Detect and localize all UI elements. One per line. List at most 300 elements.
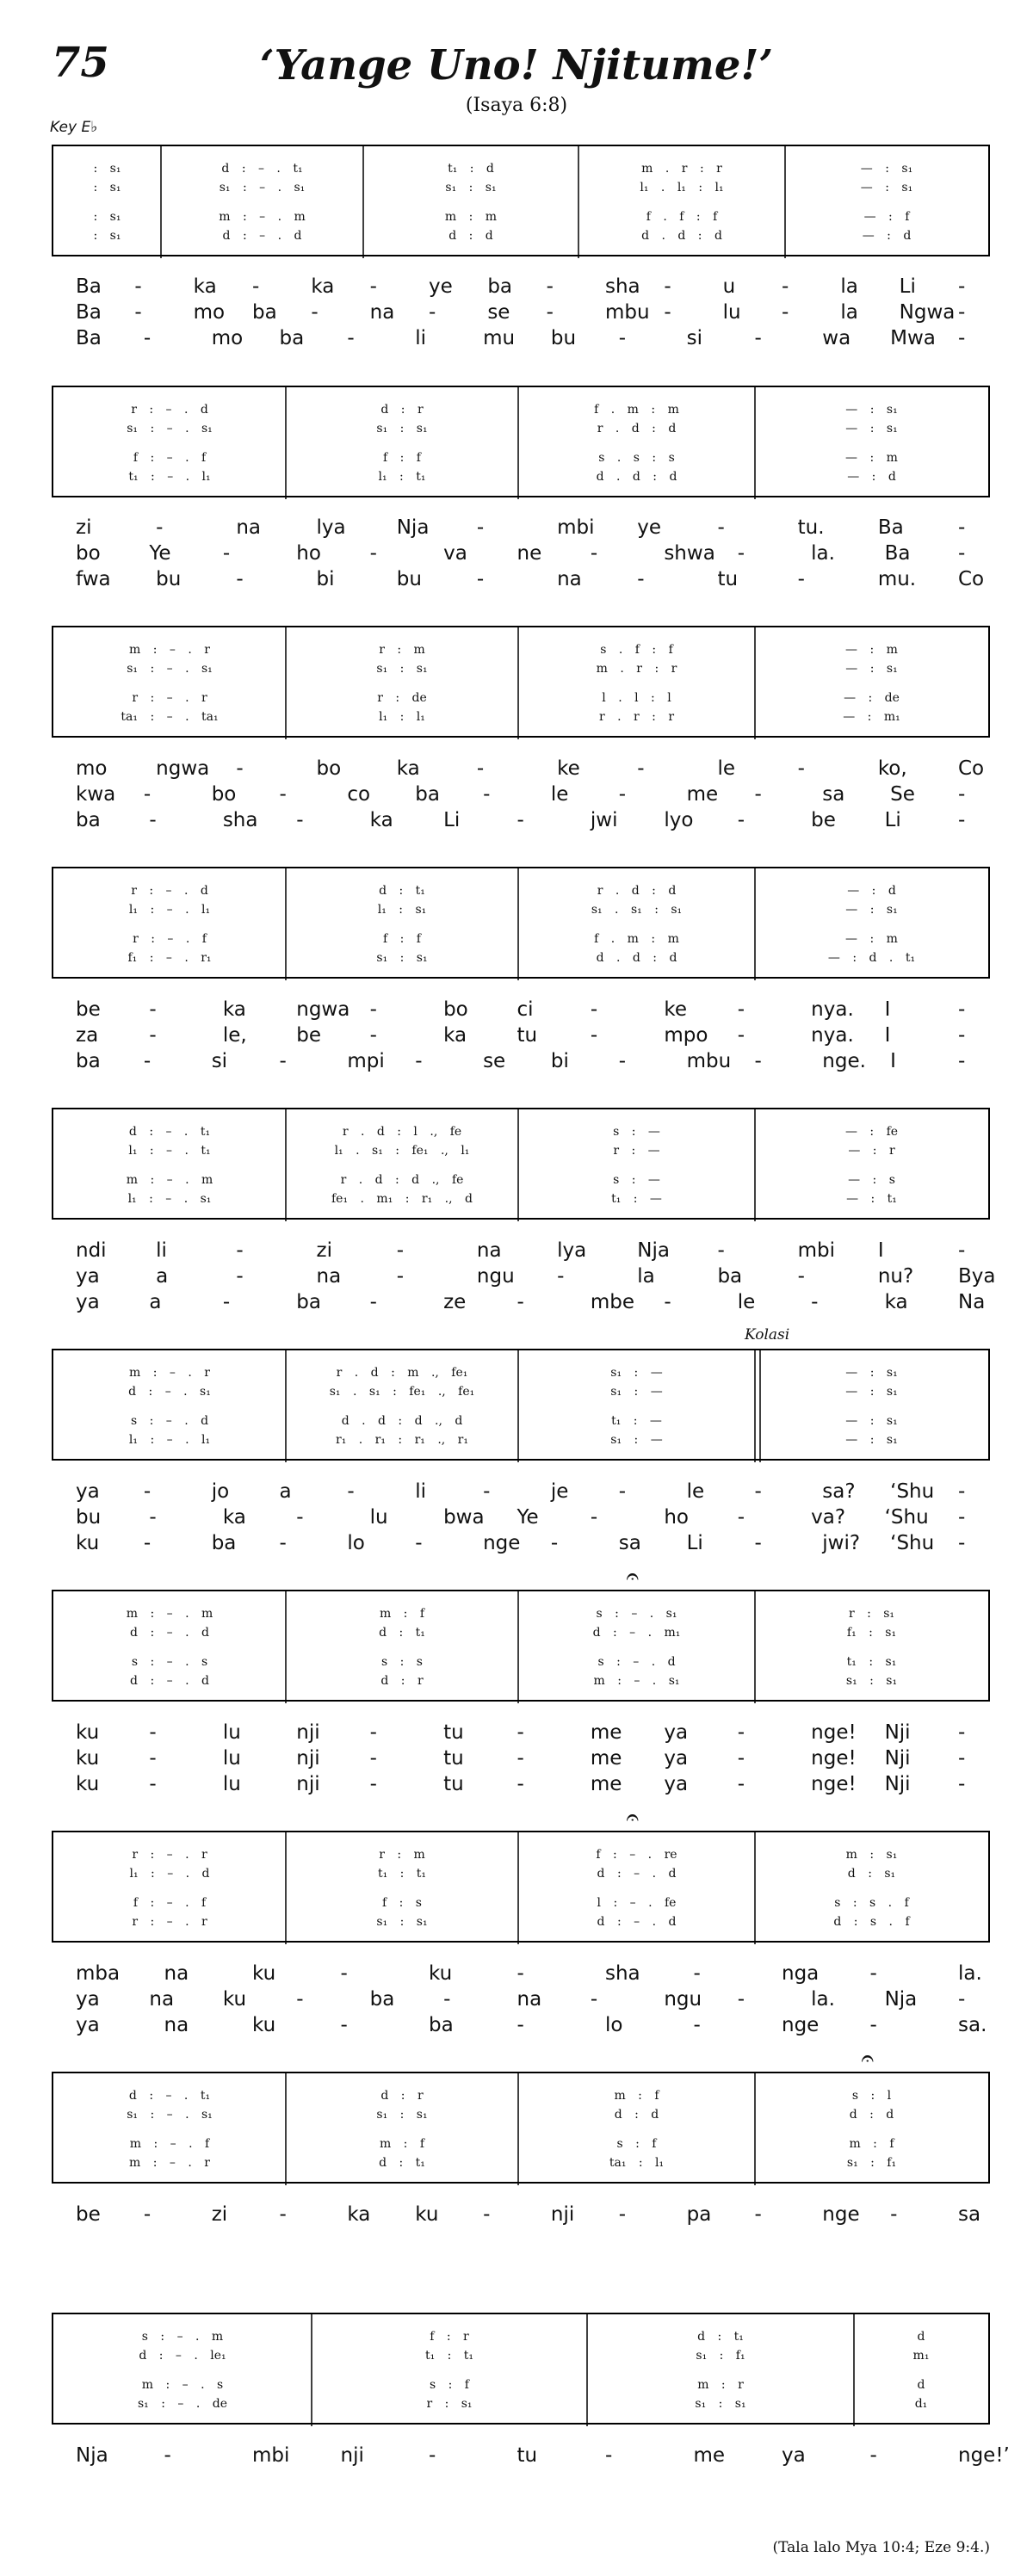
lyric-syllable: le, [222,1024,247,1047]
lyric-syllable: ke [664,998,687,1021]
solfa-cell: r . d : d ., fe [340,1173,464,1187]
solfa-cell: s : – . s [131,1655,208,1669]
lyric-syllable: tu [443,1747,464,1770]
solfa-cell: d [917,2330,925,2344]
lyric-syllable: - [958,1747,966,1770]
lyric-syllable: Ba [877,516,904,539]
lyric-syllable: ya [782,2444,806,2467]
music-system [52,2072,990,2184]
lyric-syllable: I [884,998,891,1021]
lyric-syllable: - [483,2203,491,2226]
lyric-syllable: ba [76,809,101,831]
lyric-syllable: - [958,1721,966,1744]
kolasi-label: Kolasi [745,1326,790,1344]
lyric-syllable: na [316,1265,342,1288]
lyric-syllable: - [958,809,966,831]
solfa-cell: s₁ : s₁ [376,2108,428,2122]
lyric-syllable: - [143,2203,152,2226]
lyric-syllable: - [869,2444,877,2467]
lyric-syllable: tu [443,1773,464,1795]
solfa-cell: m : – . s₁ [593,1674,680,1688]
lyric-syllable: mpo [664,1024,708,1047]
solfa-cell: d : t₁ [379,1626,425,1640]
lyric-syllable: ya [76,2014,100,2036]
lyric-syllable: - [415,1050,423,1072]
lyric-syllable: ka [396,757,420,780]
lyric-syllable: - [737,1506,745,1529]
lyric-syllable: - [693,2014,701,2036]
lyric-syllable: na [476,1239,502,1262]
lyric-syllable: - [252,275,260,298]
lyric-syllable: ke [557,757,580,780]
lyric-syllable: Li [686,1532,703,1554]
solfa-cell: d : t₁ [379,2156,425,2170]
lyric-syllable: - [618,1050,627,1072]
solfa-cell: r : – . f [133,932,207,946]
solfa-cell: s . s : s [598,451,675,465]
lyric-syllable: bwa [443,1506,485,1529]
lyric-syllable: ba [279,327,305,349]
solfa-cell: t₁ : d [448,162,494,176]
lyric-syllable: - [958,1050,966,1072]
lyric-syllable: ba [415,783,440,806]
lyric-syllable: - [369,1773,377,1795]
fermata-icon: 𝄐 [861,2046,874,2072]
lyric-syllable: mu. [877,568,917,590]
lyric-syllable: mu [483,327,516,349]
lyric-syllable: ngu [476,1265,515,1288]
lyric-syllable: - [516,1747,524,1770]
lyric-syllable: la. [811,1988,835,2011]
lyric-syllable: - [890,2203,898,2226]
lyric-syllable: sha [605,1962,640,1985]
lyric-syllable: - [369,1024,377,1047]
lyric-syllable: ku [252,2014,276,2036]
solfa-cell: m : f [849,2137,894,2151]
lyric-syllable: ba [296,1291,321,1313]
lyric-syllable: me [590,1721,622,1744]
solfa-cell: — : f [863,210,910,224]
solfa-cell: f : – . f [133,1896,207,1910]
lyric-syllable: - [369,1291,377,1313]
lyric-syllable: ku [429,1962,453,1985]
lyric-syllable: lu [222,1773,241,1795]
lyric-syllable: ku [222,1988,247,2011]
solfa-cell: t₁ : – . l₁ [128,470,211,484]
lyric-syllable: - [143,1532,152,1554]
lyric-syllable: le [717,757,735,780]
lyric-syllable: - [590,998,598,1021]
lyric-syllable: bu [396,568,422,590]
lyric-syllable: Nja [76,2444,108,2467]
lyric-syllable: - [754,1532,762,1554]
lyric-syllable: - [546,275,554,298]
lyric-syllable: - [279,1532,287,1554]
solfa-cell: — : m [845,451,898,465]
lyric-syllable: Na [958,1291,986,1313]
lyric-syllable: - [754,1480,762,1503]
lyric-syllable: - [369,542,377,565]
hymn-number: 75 [52,39,109,87]
lyric-syllable: - [415,1532,423,1554]
lyric-syllable: na [164,1962,189,1985]
lyric-syllable: - [296,809,304,831]
solfa-cell: d : r [380,2089,424,2103]
lyric-syllable: ba [252,301,277,324]
lyric-syllable: - [149,809,157,831]
solfa-cell: f : r [430,2330,469,2344]
lyric-syllable: me [590,1773,622,1795]
solfa-cell: m : – . r [129,643,210,657]
solfa-cell: d : r [380,403,424,417]
lyric-syllable: mba [76,1962,121,1985]
solfa-cell: m : r [697,2378,744,2392]
lyric-syllable: nji [296,1747,320,1770]
solfa-cell: — : s₁ [845,1414,898,1428]
music-system [52,1831,990,1943]
solfa-cell: f₁ : s₁ [846,1626,897,1640]
lyric-syllable: be [76,2203,101,2226]
lyric-syllable: Co [958,757,985,780]
solfa-cell: s : — [613,1173,660,1187]
lyric-syllable: nya. [811,998,854,1021]
solfa-cell: f : – . re [596,1848,677,1862]
solfa-cell: s₁ : — [610,1385,663,1399]
lyric-syllable: si [211,1050,228,1072]
solfa-cell: s : – . s₁ [596,1607,677,1621]
lyric-syllable: - [222,1291,231,1313]
solfa-cell: l₁ . s₁ : fe₁ ., l₁ [334,1144,470,1158]
footer-reference: (Tala lalo Mya 10:4; Eze 9:4.) [772,2539,990,2556]
lyric-syllable: me [693,2444,726,2467]
lyric-syllable: - [637,757,645,780]
lyric-syllable: sa [958,2203,981,2226]
solfa-cell: l₁ : s₁ [377,903,427,917]
lyric-syllable: jwi [590,809,618,831]
lyric-syllable: - [340,1962,348,1985]
lyric-syllable: bi [550,1050,569,1072]
lyric-syllable: nji [296,1773,320,1795]
lyric-syllable: se [483,1050,506,1072]
lyric-syllable: - [149,1506,157,1529]
lyric-syllable: - [149,998,157,1021]
lyric-syllable: na [149,1988,175,2011]
lyric-syllable: co [347,783,371,806]
lyric-syllable: mbi [557,516,595,539]
lyric-syllable: lu [222,1721,241,1744]
lyric-syllable: Co [958,568,985,590]
solfa-cell: l₁ : t₁ [378,470,426,484]
lyric-syllable: Li [884,809,901,831]
lyric-syllable: ya [76,1480,100,1503]
solfa-cell: f . f : f [646,210,718,224]
solfa-cell: — : s₁ [860,162,913,176]
lyric-syllable: Ba [884,542,911,565]
lyric-syllable: - [590,1988,598,2011]
solfa-cell: s₁ : – . s₁ [127,2108,213,2122]
solfa-cell: d : – . d [130,1626,209,1640]
lyric-syllable: - [958,1239,966,1262]
lyric-syllable: ya [664,1747,689,1770]
lyric-syllable: Nji [884,1721,911,1744]
solfa-cell: m : m [444,210,498,224]
lyric-syllable: li [415,1480,426,1503]
lyric-syllable: - [557,1265,565,1288]
lyric-syllable: - [369,1721,377,1744]
solfa-cell: s₁ : — [610,1366,663,1380]
lyric-syllable: sa [822,783,845,806]
lyric-syllable: tu [443,1721,464,1744]
lyric-syllable: ngwa [296,998,350,1021]
music-system [52,1349,990,1461]
solfa-cell: d : – . d [222,229,302,243]
solfa-cell: — : t₁ [846,1192,897,1206]
lyric-syllable: - [958,301,966,324]
lyric-syllable: nji [550,2203,575,2226]
solfa-cell: s₁ : s₁ [695,2397,746,2411]
lyric-syllable: nge [782,2014,820,2036]
lyric-syllable: ‘Shu [890,1480,935,1503]
lyric-syllable: ba [487,275,513,298]
lyric-syllable: nga [782,1962,820,1985]
solfa-cell: f : – . f [133,451,207,465]
solfa-cell: r : – . d [131,403,208,417]
lyric-syllable: fwa [76,568,111,590]
solfa-cell: — : s₁ [845,403,898,417]
lyric-syllable: - [483,1480,491,1503]
lyric-syllable: nge! [811,1721,857,1744]
lyric-syllable: - [143,1480,152,1503]
lyric-syllable: ka [193,275,217,298]
solfa-cell: l₁ : – . d [129,1867,210,1881]
solfa-cell: r : m [379,1848,425,1862]
lyric-syllable: Ba [76,275,102,298]
lyric-syllable: va [443,542,467,565]
solfa-cell: — : s₁ [845,903,898,917]
solfa-cell: r . d : m ., fe₁ [336,1366,468,1380]
solfa-cell: l₁ : l₁ [379,710,425,724]
lyric-syllable: Nja [396,516,430,539]
lyric-syllable: tu [717,568,739,590]
solfa-cell: r : – . r [132,1915,207,1929]
solfa-cell: d : t₁ [379,884,425,898]
solfa-cell: — : m [845,643,898,657]
lyric-syllable: ye [637,516,662,539]
solfa-cell: — : s₁ [860,181,913,195]
lyric-syllable: - [143,783,152,806]
lyric-syllable: lu [369,1506,388,1529]
lyric-syllable: - [347,327,355,349]
lyric-syllable: shwa [664,542,715,565]
lyric-syllable: - [279,1050,287,1072]
lyric-syllable: mbe [590,1291,635,1313]
solfa-cell: l₁ . l₁ : l₁ [640,181,724,195]
lyric-syllable: na [236,516,262,539]
solfa-cell: : s₁ [93,229,121,243]
lyric-syllable: Mwa [890,327,936,349]
lyric-syllable: - [958,998,966,1021]
solfa-cell: s . f : f [600,643,673,657]
solfa-cell: m : – . s [141,2378,224,2392]
solfa-cell: d : – . m₁ [592,1626,681,1640]
solfa-cell: s₁ : – . s₁ [127,422,213,436]
solfa-cell: m : f [379,2137,425,2151]
lyric-syllable: Ba [76,327,102,349]
solfa-cell: d : s . f [833,1915,910,1929]
solfa-cell: d : – . t₁ [128,1125,211,1139]
solfa-cell: — : s₁ [845,1433,898,1447]
lyric-syllable: - [516,1721,524,1744]
lyric-syllable: - [476,516,485,539]
solfa-cell: t₁ : t₁ [377,1867,427,1881]
solfa-cell: : s₁ [93,181,121,195]
solfa-cell: — : d [847,470,896,484]
solfa-cell: r . r : r [598,710,675,724]
lyric-syllable: bu [550,327,577,349]
lyric-syllable: zi [76,516,92,539]
solfa-cell: r : – . d [131,884,208,898]
solfa-cell: r : s₁ [426,2397,473,2411]
solfa-cell: — : s₁ [845,662,898,676]
lyric-syllable: - [546,301,554,324]
lyric-syllable: Bya [958,1265,996,1288]
lyric-syllable: - [236,1265,244,1288]
solfa-cell: s₁ : f₁ [846,2156,897,2170]
lyric-syllable: - [737,542,745,565]
solfa-cell: — : d [847,884,896,898]
lyric-syllable: be [811,809,836,831]
lyric-syllable: wa [822,327,851,349]
lyric-syllable: mbi [797,1239,836,1262]
solfa-cell: s₁ . s₁ : fe₁ ., fe₁ [329,1385,475,1399]
lyric-syllable: na [164,2014,189,2036]
solfa-cell: m : – . f [129,2137,210,2151]
solfa-cell: ta₁ : l₁ [609,2156,665,2170]
lyric-syllable: ka [884,1291,908,1313]
solfa-cell: m : – . m [126,1607,213,1621]
solfa-cell: s₁ : s₁ [376,951,428,965]
solfa-cell: f : f [383,932,421,946]
solfa-cell: s₁ : s₁ [376,422,428,436]
lyric-syllable: - [516,809,524,831]
lyric-syllable: ka [369,809,393,831]
lyric-syllable: - [296,1988,304,2011]
lyric-syllable: lya [316,516,346,539]
lyric-syllable: ndi [76,1239,107,1262]
solfa-cell: d : s₁ [847,1867,896,1881]
lyric-syllable: ba [429,2014,454,2036]
solfa-cell: : s₁ [93,210,121,224]
solfa-cell: m . r : r [596,662,677,676]
solfa-cell: s : l [851,2089,892,2103]
lyric-syllable: - [737,809,745,831]
lyric-syllable: - [737,1024,745,1047]
lyric-syllable: Ye [516,1506,539,1529]
lyric-syllable: lu [722,301,741,324]
solfa-cell: m : – . r [129,1366,210,1380]
lyric-syllable: me [686,783,719,806]
solfa-cell: : s₁ [93,162,121,176]
music-system [52,1108,990,1220]
lyric-syllable: ze [443,1291,467,1313]
solfa-cell: m : – . m [219,210,306,224]
lyric-syllable: la. [958,1962,982,1985]
solfa-cell: d . d : d [596,470,677,484]
lyric-syllable: - [637,568,645,590]
solfa-cell: r : – . r [132,691,207,705]
lyric-syllable: - [737,1988,745,2011]
key-signature: Key E♭ [50,119,98,136]
lyric-syllable: na [516,1988,542,2011]
lyric-syllable: ye [429,275,453,298]
lyric-syllable: ku [76,1747,100,1770]
lyric-syllable: - [236,568,244,590]
lyric-syllable: ‘Shu [884,1506,929,1529]
lyric-syllable: sha [605,275,640,298]
lyric-syllable: ngu [664,1988,702,2011]
solfa-cell: s₁ : – . s₁ [219,181,306,195]
lyric-syllable: - [369,1747,377,1770]
solfa-cell: d : r [380,1674,424,1688]
solfa-cell: s : f [430,2378,469,2392]
solfa-cell: r : – . r [132,1848,207,1862]
lyric-syllable: - [782,275,789,298]
lyric-syllable: ya [76,1265,100,1288]
lyric-syllable: - [958,1988,966,2011]
solfa-cell: — : m₁ [843,710,900,724]
lyric-syllable: - [869,2014,877,2036]
lyric-syllable: ka [222,998,246,1021]
solfa-cell: d [917,2378,925,2392]
lyric-syllable: - [618,783,627,806]
lyric-syllable: - [516,1291,524,1313]
lyric-syllable: - [717,516,725,539]
scripture-reference: (Isaya 6:8) [465,95,568,116]
lyric-syllable: ba [211,1532,237,1554]
lyric-syllable: ya [76,1988,100,2011]
solfa-cell: s : s . f [834,1896,909,1910]
lyric-syllable: ku [76,1773,100,1795]
lyric-syllable: Ba [76,301,102,324]
lyric-syllable: lo [347,1532,365,1554]
lyric-syllable: bi [316,568,335,590]
lyric-syllable: - [590,1506,598,1529]
lyric-syllable: si [686,327,702,349]
lyric-syllable: - [754,783,762,806]
lyric-syllable: - [797,568,805,590]
lyric-syllable: li [156,1239,167,1262]
lyric-syllable: mbi [252,2444,290,2467]
solfa-cell: f : f [383,451,421,465]
solfa-cell: s : — [613,1125,660,1139]
solfa-cell: d : d [614,2108,659,2122]
lyric-syllable: Ye [149,542,171,565]
lyric-syllable: na [369,301,395,324]
lyric-syllable: be [296,1024,321,1047]
lyric-syllable: ba [717,1265,743,1288]
solfa-cell: d : t₁ [697,2330,744,2344]
solfa-cell: d : – . t₁ [221,162,303,176]
lyric-syllable: ku [76,1532,100,1554]
solfa-cell: d : – . t₁ [128,2089,211,2103]
lyric-syllable: - [958,1506,966,1529]
lyric-syllable: - [869,1962,877,1985]
lyric-syllable: za [76,1024,99,1047]
lyric-syllable: - [754,2203,762,2226]
solfa-cell: f₁ : – . r₁ [127,951,212,965]
lyric-syllable: nge!’ [958,2444,1010,2467]
lyric-syllable: - [550,1532,559,1554]
